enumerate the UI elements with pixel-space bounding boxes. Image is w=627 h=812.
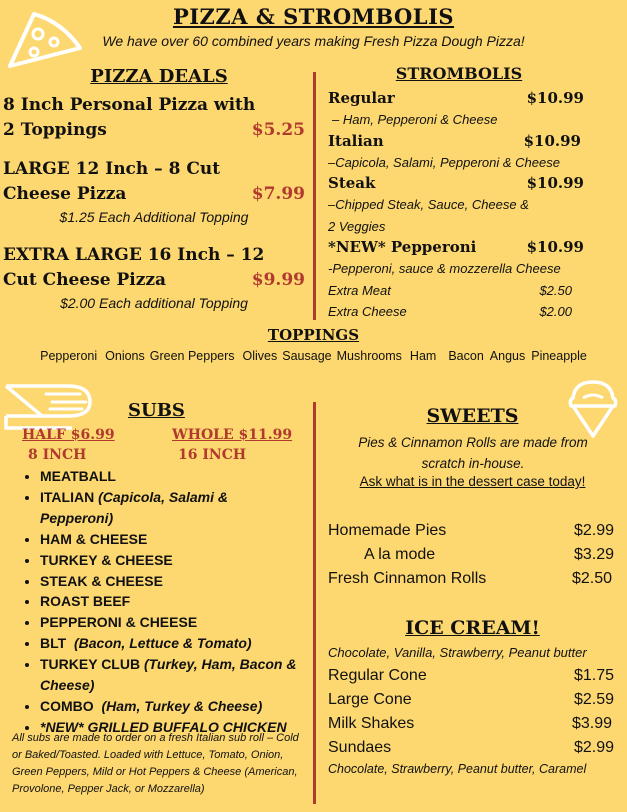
sweet-item xyxy=(328,519,614,543)
deal-line2: Cut Cheese Pizza xyxy=(3,270,167,290)
bottom-divider xyxy=(313,402,316,804)
sub-name: TURKEY & CHEESE xyxy=(40,551,173,568)
sweet-price: $3.29 xyxy=(573,546,614,563)
sub-detail: (Bacon, Lettuce & Tomato) xyxy=(73,635,252,652)
ice-cream-name: Regular Cone xyxy=(328,667,427,684)
stromboli-price: $10.99 xyxy=(526,89,584,107)
sub-name: ITALIAN xyxy=(40,488,95,505)
sub-sandwich-icon xyxy=(2,382,94,432)
topping: Ham xyxy=(409,349,437,363)
subs-footnote: All subs are made to order on a fresh Italian sub roll – Cold or Baked/Toasted. Loaded with Lettuce, Tomato, Onion, Green Peppers, Mild or Hot Peppers & Cheese (American, Provolone, Pepper Jack, or Mozzarella) xyxy=(12,732,299,795)
extra-name: Extra Cheese xyxy=(328,304,407,319)
subs-list xyxy=(22,466,304,738)
sub-half-size: 8 INCH xyxy=(28,447,87,463)
sub-name: PEPPERONI & CHEESE xyxy=(40,614,198,631)
toppings-list xyxy=(0,349,627,363)
tagline: We have over 60 combined years making Fresh Pizza Dough Pizza! xyxy=(102,33,525,49)
ice-cream-price: $2.59 xyxy=(573,691,614,708)
stromboli-item xyxy=(328,173,584,194)
extra-item xyxy=(328,280,584,302)
extra-item xyxy=(328,301,584,323)
sub-item xyxy=(40,696,304,717)
ice-cream-item xyxy=(328,736,614,760)
topping: Bacon xyxy=(448,349,484,363)
sweet-item xyxy=(328,543,614,567)
stromboli-name: *NEW* Pepperoni xyxy=(328,238,477,256)
topping: Mushrooms xyxy=(336,349,402,363)
stromboli-name: Steak xyxy=(328,174,376,192)
ice-cream-list xyxy=(328,664,614,760)
pizza-deal-item xyxy=(3,93,305,143)
sub-name: BLT xyxy=(40,635,67,652)
stromboli-item xyxy=(328,237,584,258)
extra-name: Extra Meat xyxy=(328,282,391,298)
deal-line1: LARGE 12 Inch – 8 Cut xyxy=(3,159,221,179)
deal-line1: 8 Inch Personal Pizza with xyxy=(3,95,256,115)
sub-item xyxy=(40,466,304,487)
stromboli-name: Italian xyxy=(328,131,384,150)
subs-heading: SUBS xyxy=(128,400,185,421)
deal-note: $1.25 Each Additional Topping xyxy=(59,209,249,225)
sweet-name: Fresh Cinnamon Rolls xyxy=(328,570,487,587)
stromboli-price: $10.99 xyxy=(523,131,581,150)
sweets-note: Pies & Cinnamon Rolls are made from scratch in-house. xyxy=(358,435,588,471)
sub-item xyxy=(40,612,304,633)
ice-cream-item xyxy=(328,712,614,736)
stromboli-item xyxy=(328,88,584,109)
ice-cream-price: $3.99 xyxy=(571,715,612,732)
sweet-price: $2.99 xyxy=(573,522,614,539)
top-divider xyxy=(313,72,316,320)
topping: Green Peppers xyxy=(149,349,235,363)
sub-detail: (Ham, Turkey & Cheese) xyxy=(101,697,263,714)
stromboli-desc: –Capicola, Salami, Pepperoni & Cheese xyxy=(328,154,560,170)
extra-price: $2.50 xyxy=(539,282,572,298)
topping: Olives xyxy=(242,349,278,363)
topping: Pepperoni xyxy=(40,349,98,363)
ice-cream-name: Sundaes xyxy=(328,739,392,756)
stromboli-item xyxy=(328,131,584,152)
deal-price: $7.99 xyxy=(251,184,305,204)
pizza-deals-heading: PIZZA DEALS xyxy=(90,66,228,87)
stromboli-desc: – Ham, Pepperoni & Cheese xyxy=(332,112,498,127)
sub-item xyxy=(40,487,304,529)
stromboli-list xyxy=(328,88,584,323)
topping: Pineapple xyxy=(531,349,587,363)
toppings-heading: TOPPINGS xyxy=(267,326,360,344)
sweet-price: $2.50 xyxy=(571,570,612,587)
topping: Sausage xyxy=(282,349,332,363)
topping: Onions xyxy=(105,349,145,363)
pizza-deal-item xyxy=(3,243,305,311)
sweet-name: Homemade Pies xyxy=(328,522,447,539)
sub-item xyxy=(40,550,304,571)
ice-cream-name: Large Cone xyxy=(328,691,412,708)
deal-price: $5.25 xyxy=(251,120,305,140)
ice-cream-price: $2.99 xyxy=(573,739,614,756)
sub-name: *NEW* GRILLED BUFFALO CHICKEN xyxy=(40,718,287,735)
sub-name: HAM & CHEESE xyxy=(40,530,148,547)
sub-item xyxy=(40,571,304,592)
stromboli-name: Regular xyxy=(328,89,395,107)
stromboli-desc: 2 Veggies xyxy=(328,218,386,234)
dessert-case-note: Ask what is in the dessert case today! xyxy=(359,474,586,489)
sub-half-price: HALF $6.99 xyxy=(22,427,115,443)
sub-whole-price: WHOLE $11.99 xyxy=(172,427,293,443)
sub-detail: (Turkey, Ham, Bacon & Cheese) xyxy=(40,656,297,694)
sweet-name: A la mode xyxy=(364,546,436,563)
ice-cream-name: Milk Shakes xyxy=(328,715,415,732)
strombolis-heading: STROMBOLIS xyxy=(395,64,523,83)
sub-name: COMBO xyxy=(40,697,94,714)
sweets-list xyxy=(328,519,614,591)
sub-item xyxy=(40,529,304,550)
stromboli-price: $10.99 xyxy=(526,238,584,256)
sub-item xyxy=(40,591,304,612)
sweet-item xyxy=(328,567,614,591)
sub-name: TURKEY CLUB xyxy=(40,656,141,673)
deal-price: $9.99 xyxy=(251,270,305,290)
stromboli-desc: –Chipped Steak, Sauce, Cheese & xyxy=(328,197,529,212)
sub-whole-size: 16 INCH xyxy=(178,447,247,463)
sub-item xyxy=(40,654,304,696)
ice-cream-price: $1.75 xyxy=(573,667,614,684)
sweets-heading: SWEETS xyxy=(426,405,519,427)
ice-cream-heading: ICE CREAM! xyxy=(405,617,540,639)
extra-price: $2.00 xyxy=(539,304,572,319)
ice-cream-item xyxy=(328,664,614,688)
ice-cream-flavors: Chocolate, Vanilla, Strawberry, Peanut butter xyxy=(328,645,587,660)
deal-note: $2.00 Each additional Topping xyxy=(60,295,248,311)
pizza-deal-item xyxy=(3,157,305,225)
topping: Angus xyxy=(489,349,526,363)
page-title: PIZZA & STROMBOLIS xyxy=(172,4,455,29)
sub-detail: (Capicola, Salami & Pepperoni) xyxy=(40,488,229,526)
ice-cream-item xyxy=(328,688,614,712)
deal-line2: 2 Toppings xyxy=(3,120,107,140)
sundae-flavors: Chocolate, Strawberry, Peanut butter, Caramel xyxy=(328,762,587,776)
deal-line2: Cheese Pizza xyxy=(3,184,127,204)
sub-item xyxy=(40,633,304,654)
stromboli-desc: -Pepperoni, sauce & mozzerella Cheese xyxy=(328,261,561,276)
stromboli-price: $10.99 xyxy=(526,174,584,192)
sub-name: MEATBALL xyxy=(40,468,116,484)
sub-name: ROAST BEEF xyxy=(40,593,131,610)
deal-line1: EXTRA LARGE 16 Inch – 12 xyxy=(3,245,265,265)
sub-name: STEAK & CHEESE xyxy=(40,572,163,589)
